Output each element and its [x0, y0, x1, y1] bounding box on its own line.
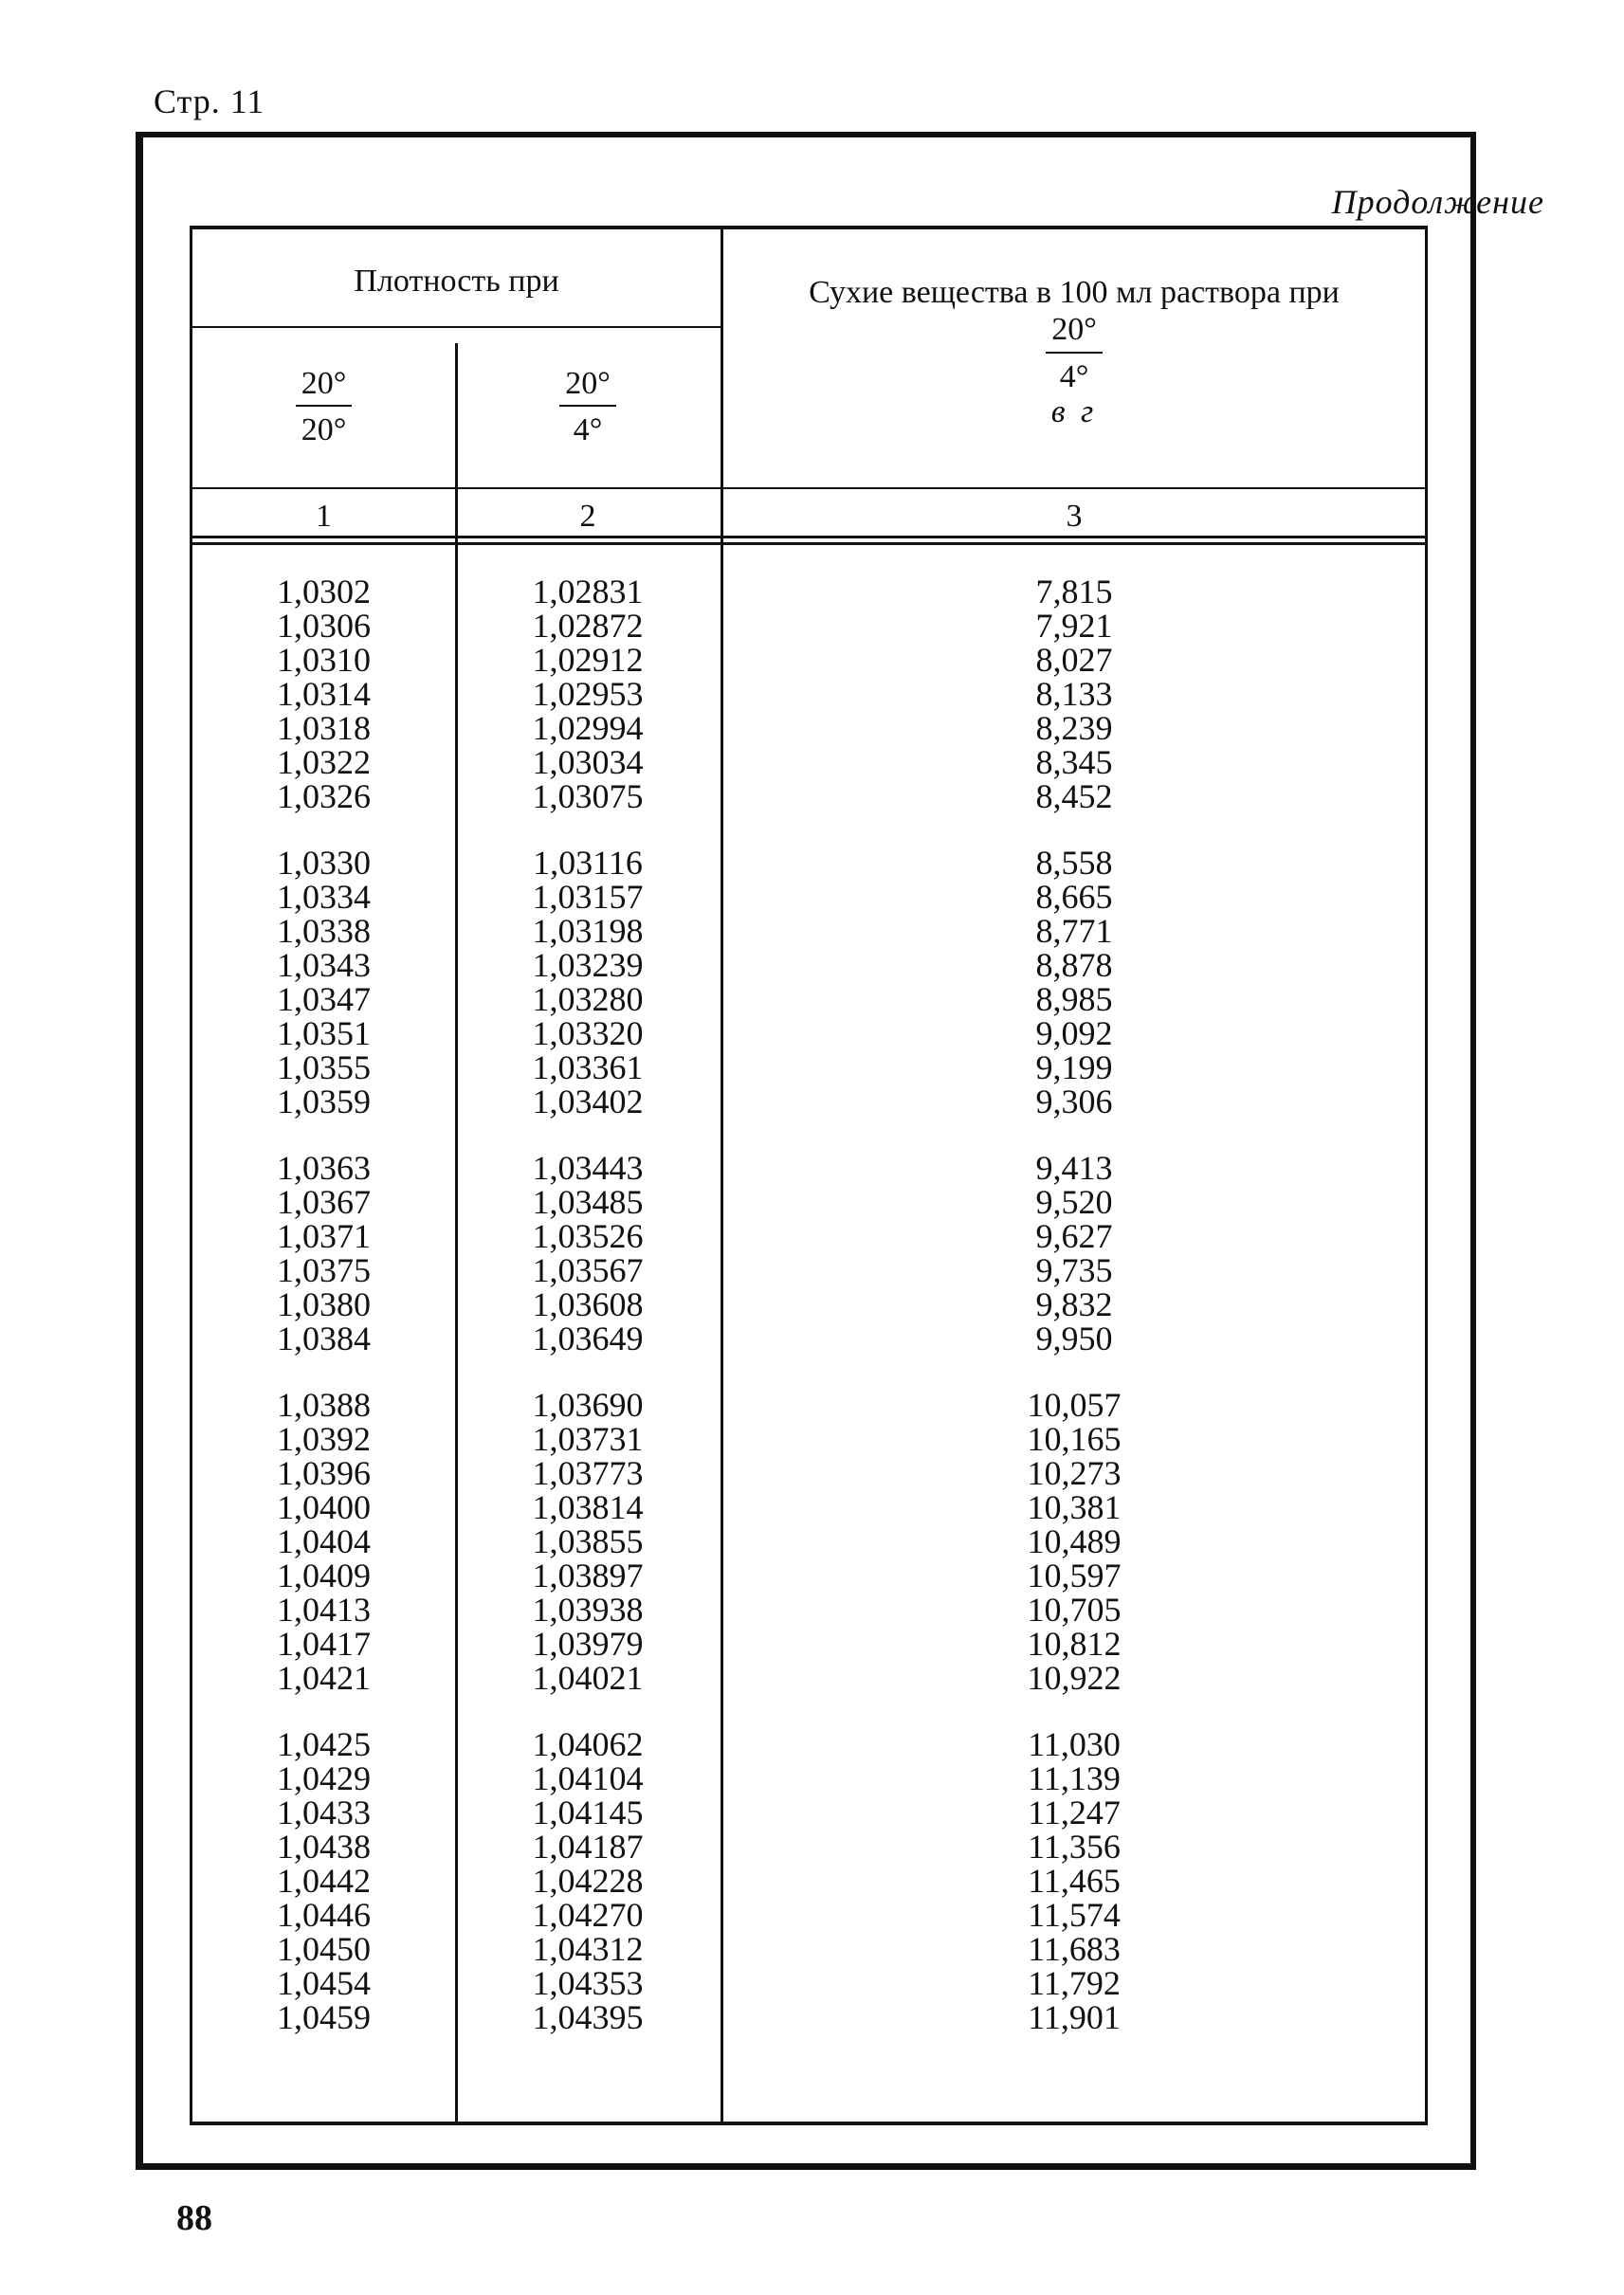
table-cell-col1: 1,0371: [277, 1217, 371, 1255]
table-cell-col2: 1,03320: [532, 1014, 644, 1052]
table-cell-col3: 10,489: [1027, 1522, 1122, 1560]
table-cell-col3: 9,306: [1035, 1083, 1113, 1120]
table-cell-col2: 1,04145: [532, 1794, 644, 1831]
table-cell-col2: 1,03608: [532, 1285, 644, 1323]
group-gap: [455, 813, 721, 846]
table-cell-col1: 1,0347: [277, 980, 371, 1018]
column-dry-substances: [721, 574, 1428, 2034]
group-gap: [455, 1356, 721, 1388]
table-cell-col3: 7,815: [1035, 573, 1113, 610]
table-cell-col1: 1,0413: [277, 1591, 371, 1629]
table-cell-col2: 1,03485: [532, 1183, 644, 1221]
table-cell-col1: 1,0334: [277, 878, 371, 916]
table-cell-col3: 10,705: [1027, 1591, 1122, 1629]
table-cell-col1: 1,0454: [277, 1964, 371, 2002]
table-cell-col3: 11,901: [1028, 1998, 1121, 2036]
table-cell-col2: 1,03034: [532, 743, 644, 781]
table-cell-col2: 1,02994: [532, 709, 644, 747]
table-cell-col1: 1,0318: [277, 709, 371, 747]
table-cell-col1: 1,0409: [277, 1557, 371, 1594]
table-cell-col3: 8,027: [1035, 641, 1113, 679]
table-cell-col2: 1,04021: [532, 1659, 644, 1697]
table-cell-col2: 1,02872: [532, 607, 644, 645]
table-cell-col1: 1,0388: [277, 1386, 371, 1424]
table-cell-col1: 1,0459: [277, 1998, 371, 2036]
table-cell-col3: 9,413: [1035, 1149, 1113, 1187]
table-cell-col3: 11,792: [1028, 1964, 1121, 2002]
table-cell-col3: 8,239: [1035, 709, 1113, 747]
continued-label: Продолжение: [1331, 183, 1544, 221]
table-cell-col1: 1,0384: [277, 1320, 371, 1357]
table-cell-col1: 1,0425: [277, 1725, 371, 1763]
table-cell-col1: 1,0306: [277, 607, 371, 645]
group-gap: [192, 1119, 455, 1151]
group-gap: [455, 1119, 721, 1151]
density-group-label: Плотность при: [354, 264, 559, 299]
col2-numerator: 20°: [565, 366, 611, 401]
table-cell-col1: 1,0338: [277, 912, 371, 950]
table-cell-col3: 9,950: [1035, 1320, 1113, 1357]
numbers-rule-lower: [192, 542, 1425, 545]
table-cell-col2: 1,04270: [532, 1896, 644, 1934]
table-cell-col1: 1,0322: [277, 743, 371, 781]
table-cell-col3: 9,520: [1035, 1183, 1113, 1221]
column-number-3: 3: [1066, 499, 1083, 534]
table-cell-col2: 1,03443: [532, 1149, 644, 1187]
table-cell-col1: 1,0375: [277, 1251, 371, 1289]
page-number: 88: [176, 2198, 212, 2238]
table-cell-col1: 1,0396: [277, 1454, 371, 1492]
table-cell-col3: 8,985: [1035, 980, 1113, 1018]
table-cell-col3: 10,597: [1027, 1557, 1122, 1594]
table-cell-col2: 1,03280: [532, 980, 644, 1018]
table-cell-col3: 11,683: [1028, 1930, 1121, 1968]
table-cell-col3: 8,558: [1035, 844, 1113, 882]
table-cell-col2: 1,03361: [532, 1048, 644, 1086]
table-cell-col2: 1,03731: [532, 1420, 644, 1458]
table-cell-col3: 10,922: [1027, 1659, 1122, 1697]
table-cell-col2: 1,03526: [532, 1217, 644, 1255]
group-gap: [721, 1119, 1428, 1151]
table-cell-col3: 11,139: [1028, 1759, 1121, 1797]
table-cell-col3: 9,092: [1035, 1014, 1113, 1052]
table-cell-col1: 1,0302: [277, 573, 371, 610]
table-cell-col2: 1,03239: [532, 946, 644, 984]
table-cell-col3: 10,812: [1027, 1625, 1122, 1663]
table-cell-col1: 1,0380: [277, 1285, 371, 1323]
table-cell-col3: 8,878: [1035, 946, 1113, 984]
table-cell-col2: 1,04395: [532, 1998, 644, 2036]
column-density-20-20: [192, 574, 455, 2034]
table-cell-col2: 1,04353: [532, 1964, 644, 2002]
table-cell-col1: 1,0404: [277, 1522, 371, 1560]
table-cell-col2: 1,03897: [532, 1557, 644, 1594]
table-cell-col2: 1,04104: [532, 1759, 644, 1797]
group-gap: [192, 1695, 455, 1727]
table-cell-col1: 1,0359: [277, 1083, 371, 1120]
table-cell-col1: 1,0326: [277, 777, 371, 815]
col2-denominator: 4°: [573, 412, 603, 448]
group-gap: [721, 813, 1428, 846]
column-number-1: 1: [316, 499, 332, 534]
table-cell-col3: 9,627: [1035, 1217, 1113, 1255]
col3-title: Сухие вещества в 100 мл раствора при: [809, 275, 1340, 310]
table-cell-col1: 1,0343: [277, 946, 371, 984]
table-cell-col3: 9,199: [1035, 1048, 1113, 1086]
table-cell-col3: 10,273: [1027, 1454, 1122, 1492]
table-cell-col1: 1,0421: [277, 1659, 371, 1697]
group-gap: [192, 1356, 455, 1388]
col3-header: [721, 275, 1428, 430]
table-cell-col1: 1,0392: [277, 1420, 371, 1458]
col3-denominator: 4°: [1059, 358, 1089, 394]
table-cell-col3: 11,030: [1028, 1725, 1121, 1763]
table-cell-col3: 7,921: [1035, 607, 1113, 645]
table-cell-col1: 1,0330: [277, 844, 371, 882]
table-cell-col2: 1,02953: [532, 675, 644, 713]
table-cell-col2: 1,04062: [532, 1725, 644, 1763]
table-bottom-rule: [192, 2122, 1425, 2125]
col3-unit: в г: [1050, 394, 1098, 430]
table-cell-col2: 1,03116: [533, 844, 643, 882]
density-group-header: [192, 264, 721, 299]
data-table: [190, 226, 1428, 2125]
table-cell-col3: 8,133: [1035, 675, 1113, 713]
table-cell-col1: 1,0351: [277, 1014, 371, 1052]
group-gap: [192, 813, 455, 846]
table-cell-col2: 1,02831: [532, 573, 644, 610]
column-density-20-4: [455, 574, 721, 2034]
table-cell-col3: 9,735: [1035, 1251, 1113, 1289]
table-cell-col1: 1,0400: [277, 1488, 371, 1526]
table-cell-col3: 11,356: [1028, 1828, 1121, 1866]
table-top-rule: [192, 226, 1425, 229]
table-cell-col2: 1,04312: [532, 1930, 644, 1968]
table-cell-col3: 8,345: [1035, 743, 1113, 781]
table-cell-col2: 1,03979: [532, 1625, 644, 1663]
table-cell-col2: 1,03855: [532, 1522, 644, 1560]
table-cell-col3: 10,165: [1027, 1420, 1122, 1458]
table-cell-col3: 11,465: [1028, 1862, 1121, 1900]
col1-header: [192, 366, 455, 448]
table-cell-col1: 1,0367: [277, 1183, 371, 1221]
header-rule: [192, 487, 1425, 489]
table-cell-col1: 1,0450: [277, 1930, 371, 1968]
col1-denominator: 20°: [301, 412, 347, 448]
table-cell-col3: 8,771: [1035, 912, 1113, 950]
table-cell-col1: 1,0310: [277, 641, 371, 679]
column-number-2: 2: [579, 499, 596, 534]
table-cell-col1: 1,0417: [277, 1625, 371, 1663]
table-cell-col2: 1,03814: [532, 1488, 644, 1526]
table-cell-col2: 1,03773: [532, 1454, 644, 1492]
table-cell-col3: 11,247: [1028, 1794, 1121, 1831]
group-gap: [455, 1695, 721, 1727]
page-header: Стр. 11: [154, 82, 265, 120]
group-gap: [721, 1695, 1428, 1727]
table-cell-col2: 1,03075: [532, 777, 644, 815]
table-cell-col2: 1,02912: [532, 641, 644, 679]
table-cell-col1: 1,0446: [277, 1896, 371, 1934]
table-cell-col2: 1,03402: [532, 1083, 644, 1120]
table-cell-col2: 1,03938: [532, 1591, 644, 1629]
col3-numerator: 20°: [1051, 312, 1097, 348]
table-cell-col3: 11,574: [1028, 1896, 1121, 1934]
col1-numerator: 20°: [301, 366, 347, 401]
table-cell-col1: 1,0314: [277, 675, 371, 713]
table-cell-col1: 1,0429: [277, 1759, 371, 1797]
table-cell-col2: 1,03567: [532, 1251, 644, 1289]
numbers-rule-upper: [192, 536, 1425, 538]
table-cell-col1: 1,0355: [277, 1048, 371, 1086]
table-cell-col2: 1,03157: [532, 878, 644, 916]
table-cell-col2: 1,03649: [532, 1320, 644, 1357]
table-cell-col3: 8,665: [1035, 878, 1113, 916]
col2-header: [455, 366, 721, 448]
table-cell-col2: 1,03198: [532, 912, 644, 950]
density-group-rule: [192, 326, 721, 328]
table-cell-col3: 10,381: [1027, 1488, 1122, 1526]
table-cell-col2: 1,03690: [532, 1386, 644, 1424]
table-cell-col1: 1,0363: [277, 1149, 371, 1187]
table-cell-col1: 1,0442: [277, 1862, 371, 1900]
table-cell-col2: 1,04187: [532, 1828, 644, 1866]
table-cell-col3: 10,057: [1027, 1386, 1122, 1424]
table-cell-col2: 1,04228: [532, 1862, 644, 1900]
table-cell-col1: 1,0433: [277, 1794, 371, 1831]
table-cell-col3: 8,452: [1035, 777, 1113, 815]
group-gap: [721, 1356, 1428, 1388]
table-cell-col1: 1,0438: [277, 1828, 371, 1866]
table-cell-col3: 9,832: [1035, 1285, 1113, 1323]
